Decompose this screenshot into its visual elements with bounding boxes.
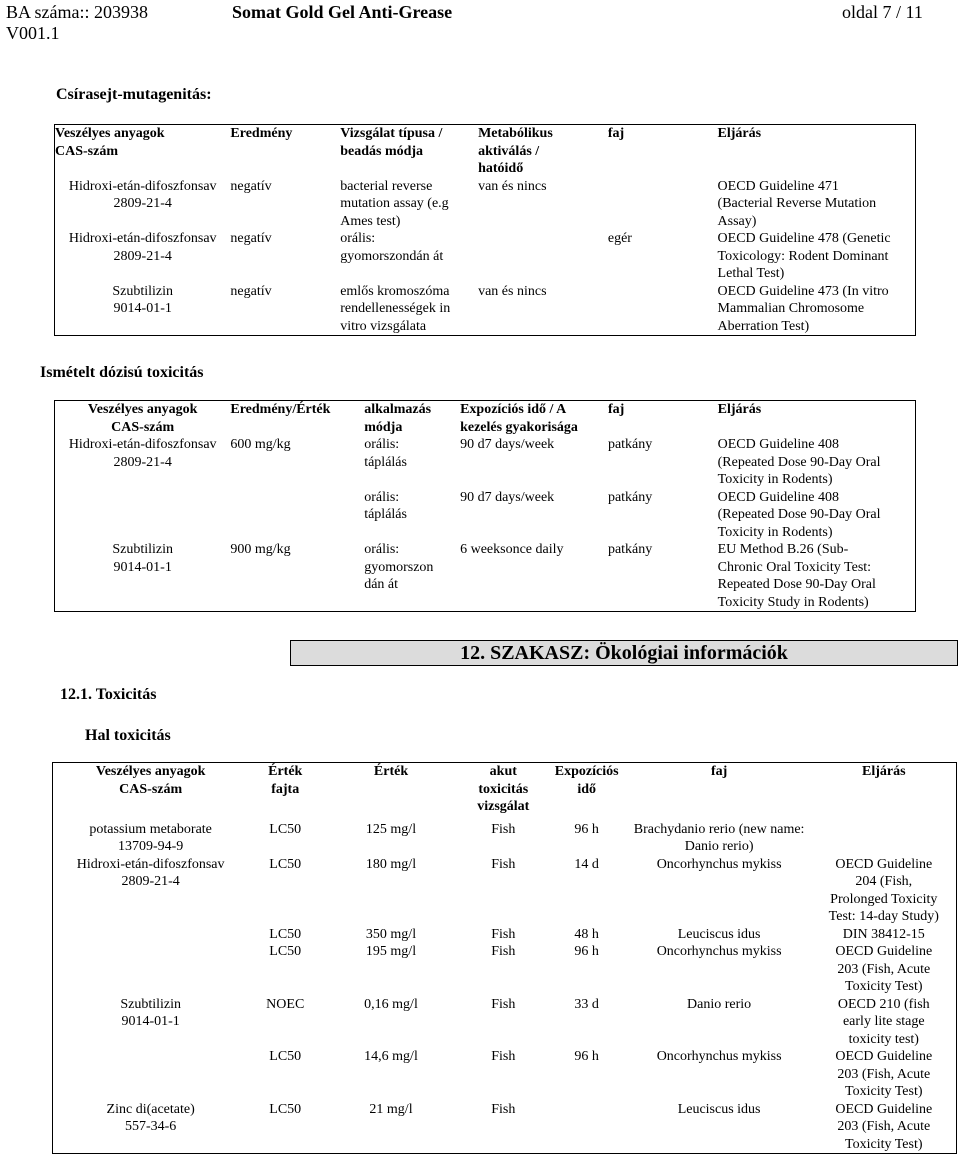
rep-col-exposure: Expozíciós idő / A kezelés gyakorisága xyxy=(460,402,578,435)
cell-species xyxy=(608,283,718,336)
cell-test-type: emlős kromoszóma rendellenességek in vitro vizsgálata xyxy=(340,283,451,334)
section-12-banner: 12. SZAKASZ: Ökológiai információk xyxy=(290,640,958,666)
cell-species: Oncorhynchus mykiss xyxy=(656,1049,782,1064)
cell-exposure: 33 d xyxy=(574,996,599,1012)
cell-result: negatív xyxy=(230,178,272,194)
table-row xyxy=(55,230,916,283)
cell-exposure: 90 d7 days/week xyxy=(460,489,555,505)
rep-col-route: alkalmazás módja xyxy=(364,402,432,435)
table-row xyxy=(53,1101,957,1154)
cell-acute-test: Fish xyxy=(491,1101,516,1117)
cell-method: OECD Guideline 408 (Repeated Dose 90-Day Oral Toxicity in Rodents) xyxy=(717,489,881,540)
cell-method: OECD Guideline 478 (Genetic Toxicology: Rodent Dominant Lethal Test) xyxy=(717,231,891,281)
mut-col-metabolic: Metabólikus aktiválás / hatóidő xyxy=(478,126,553,176)
cell-substance xyxy=(53,926,249,944)
cell-substance: Szubtilizin 9014-01-1 xyxy=(112,283,174,316)
cell-substance xyxy=(53,943,249,996)
cell-acute-test: Fish xyxy=(491,821,516,837)
cell-acute-test: Fish xyxy=(491,1049,516,1064)
cell-substance: Hidroxi-etán-difoszfonsav 2809-21-4 xyxy=(76,856,225,889)
cell-method: EU Method B.26 (Sub- Chronic Oral Toxicity Test: Repeated Dose 90-Day Oral Toxicity Study in Rodents) xyxy=(717,542,876,610)
cell-species: patkány xyxy=(607,437,653,452)
cell-route: orális: táplálás xyxy=(364,437,407,470)
cell-substance: Zinc di(acetate) 557-34-6 xyxy=(106,1101,195,1134)
cell-acute-test: Fish xyxy=(491,926,516,942)
rep-col-result: Eredmény/Érték xyxy=(230,402,331,417)
cell-acute-test: Fish xyxy=(491,944,516,959)
rep-col-substance: Veszélyes anyagok CAS-szám xyxy=(87,402,198,435)
cell-value: 195 mg/l xyxy=(365,944,417,959)
cell-value-type: LC50 xyxy=(269,821,302,837)
cell-method: OECD Guideline 204 (Fish, Prolonged Toxicity Test: 14-day Study) xyxy=(828,856,939,924)
cell-method: OECD Guideline 473 (In vitro Mammalian Chromosome Aberration Test) xyxy=(717,283,889,334)
fish-col-acute-test: akut toxicitás vizsgálat xyxy=(477,764,530,814)
cell-substance: Hidroxi-etán-difoszfonsav 2809-21-4 xyxy=(68,178,217,211)
cell-method xyxy=(812,816,957,856)
cell-value: 180 mg/l xyxy=(365,856,417,872)
cell-method: OECD Guideline 203 (Fish, Acute Toxicity Test) xyxy=(835,1049,933,1099)
cell-metabolic: van és nincs xyxy=(478,178,547,194)
table-row xyxy=(55,489,916,542)
mut-col-method: Eljárás xyxy=(717,126,762,141)
cell-result: 600 mg/kg xyxy=(230,437,291,452)
cell-value-type: LC50 xyxy=(269,926,302,942)
cell-metabolic: van és nincs xyxy=(478,283,547,299)
cell-species: Leuciscus idus xyxy=(677,1101,761,1117)
mutagenicity-table xyxy=(54,124,916,336)
cell-method: OECD Guideline 203 (Fish, Acute Toxicity Test) xyxy=(835,944,933,994)
cell-result: 900 mg/kg xyxy=(230,542,291,557)
cell-method: OECD Guideline 471 (Bacterial Reverse Mutation Assay) xyxy=(717,178,877,229)
fish-col-substance: Veszélyes anyagok CAS-szám xyxy=(95,764,206,797)
cell-species: Oncorhynchus mykiss xyxy=(656,856,782,872)
cell-value-type: LC50 xyxy=(269,1049,302,1064)
cell-substance: Hidroxi-etán-difoszfonsav 2809-21-4 xyxy=(68,437,217,470)
subsection-toxicity: 12.1. Toxicitás xyxy=(60,686,157,703)
cell-substance: Szubtilizin 9014-01-1 xyxy=(112,542,174,575)
cell-species: patkány xyxy=(607,489,653,505)
cell-exposure: 14 d xyxy=(574,856,599,872)
cell-substance xyxy=(53,1048,249,1101)
cell-exposure: 48 h xyxy=(574,926,599,942)
page-number: oldal 7 / 11 xyxy=(842,2,923,22)
cell-method: OECD 210 (fish early lite stage toxicity test) xyxy=(837,996,930,1047)
cell-substance: Hidroxi-etán-difoszfonsav 2809-21-4 xyxy=(68,231,217,264)
fish-col-value-type: Érték fajta xyxy=(268,764,303,797)
table-row xyxy=(55,436,916,489)
cell-route: orális: táplálás xyxy=(364,489,407,522)
table-row xyxy=(53,926,957,944)
rep-col-species: faj xyxy=(607,402,625,417)
rep-col-method: Eljárás xyxy=(717,402,762,417)
table-row xyxy=(53,996,957,1049)
table-row xyxy=(55,178,916,231)
cell-method: OECD Guideline 408 (Repeated Dose 90-Day Oral Toxicity in Rodents) xyxy=(717,437,881,487)
cell-value-type: LC50 xyxy=(269,944,302,959)
cell-substance xyxy=(55,489,231,542)
cell-value: 0,16 mg/l xyxy=(364,996,418,1012)
cell-species: Danio rerio xyxy=(687,996,752,1012)
cell-species: Oncorhynchus mykiss xyxy=(656,944,782,959)
cell-acute-test: Fish xyxy=(491,856,516,872)
repeated-dose-title: Ismételt dózisú toxicitás xyxy=(40,364,204,381)
cell-test-type: orális: gyomorszondán át xyxy=(340,231,444,264)
mut-col-test-type: Vizsgálat típusa / beadás módja xyxy=(340,126,443,159)
cell-result xyxy=(230,489,364,542)
mut-col-species: faj xyxy=(607,126,625,141)
cell-exposure xyxy=(547,1101,627,1154)
fish-toxicity-title: Hal toxicitás xyxy=(85,727,171,744)
table-row xyxy=(53,816,957,856)
fish-col-value: Érték xyxy=(373,764,409,779)
cell-value: 21 mg/l xyxy=(369,1101,413,1117)
cell-substance: potassium metaborate 13709-94-9 xyxy=(89,821,212,854)
table-row xyxy=(55,541,916,612)
product-title: Somat Gold Gel Anti-Grease xyxy=(232,2,453,22)
cell-value-type: LC50 xyxy=(269,1101,302,1117)
fish-col-species: faj xyxy=(710,764,728,779)
cell-result: negatív xyxy=(230,231,272,246)
doc-id: BA száma:: 203938 xyxy=(6,2,148,22)
cell-exposure: 96 h xyxy=(574,944,599,959)
table-row xyxy=(53,943,957,996)
cell-value-type: LC50 xyxy=(269,856,302,872)
cell-exposure: 6 weeksonce daily xyxy=(460,542,564,557)
table-row xyxy=(55,283,916,336)
cell-metabolic xyxy=(478,230,608,283)
mut-col-result: Eredmény xyxy=(230,126,293,141)
cell-method: DIN 38412-15 xyxy=(842,926,925,942)
doc-version: V001.1 xyxy=(6,23,60,43)
fish-toxicity-table xyxy=(52,762,957,1154)
cell-value-type: NOEC xyxy=(266,996,305,1012)
cell-species: Brachydanio rerio (new name: Danio rerio) xyxy=(633,821,805,854)
table-row xyxy=(53,1048,957,1101)
cell-route: orális: gyomorszon dán át xyxy=(364,542,434,592)
cell-acute-test: Fish xyxy=(491,996,516,1012)
cell-substance: Szubtilizin 9014-01-1 xyxy=(120,996,181,1029)
cell-species: egér xyxy=(607,231,632,246)
cell-species xyxy=(608,178,718,231)
table-row xyxy=(53,856,957,926)
cell-exposure: 96 h xyxy=(574,821,599,837)
cell-result: negatív xyxy=(230,283,272,299)
cell-method: OECD Guideline 203 (Fish, Acute Toxicity Test) xyxy=(835,1101,933,1152)
cell-test-type: bacterial reverse mutation assay (e.g Ames test) xyxy=(340,178,449,229)
cell-exposure: 96 h xyxy=(574,1049,599,1064)
repeated-dose-table xyxy=(54,400,916,612)
cell-exposure: 90 d7 days/week xyxy=(460,437,555,452)
cell-species: patkány xyxy=(607,542,653,557)
mut-col-substance: Veszélyes anyagok CAS-szám xyxy=(55,126,165,159)
cell-value: 125 mg/l xyxy=(365,821,417,837)
mutagenicity-title: Csírasejt-mutagenitás: xyxy=(56,86,212,103)
fish-col-exposure: Expozíciós idő xyxy=(554,764,619,797)
cell-value: 350 mg/l xyxy=(365,926,417,942)
cell-species: Leuciscus idus xyxy=(677,926,761,942)
cell-value: 14,6 mg/l xyxy=(364,1049,418,1064)
fish-col-method: Eljárás xyxy=(862,764,906,779)
